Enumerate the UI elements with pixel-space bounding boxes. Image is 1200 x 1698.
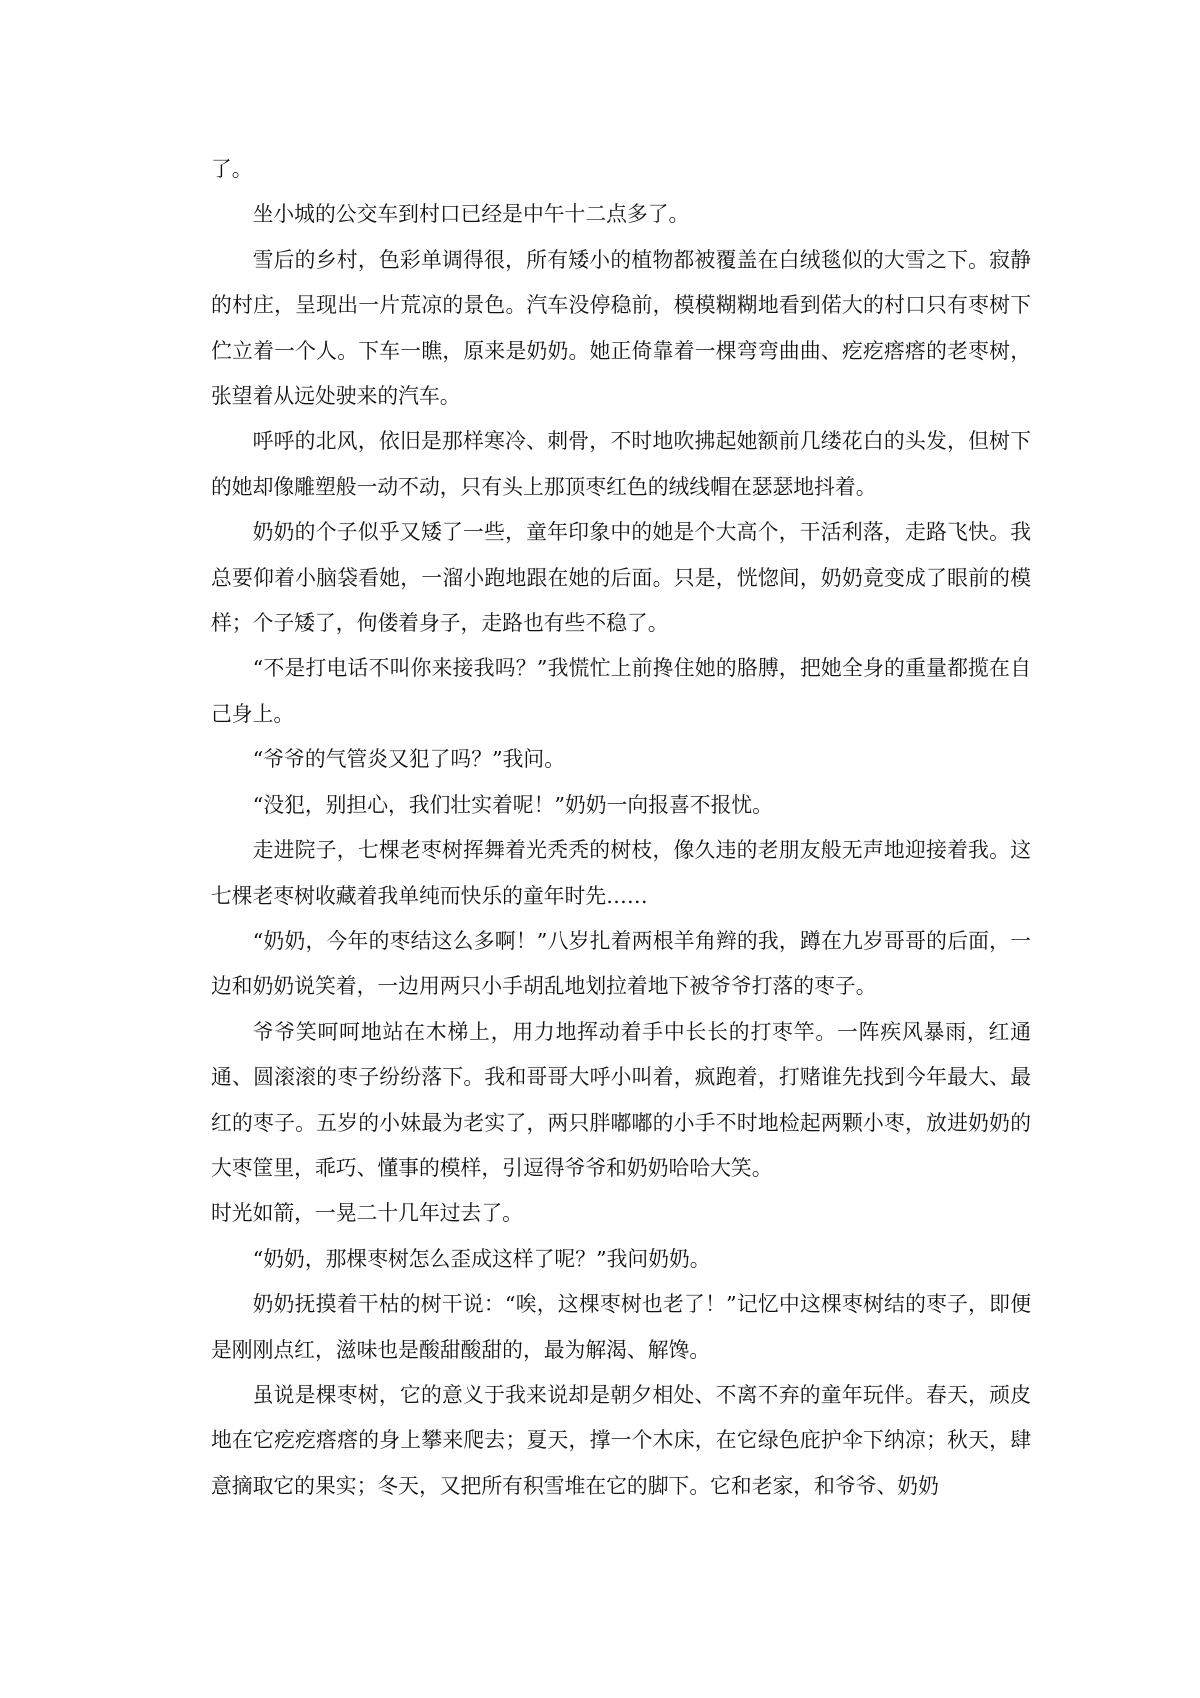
paragraph: “没犯，别担心，我们壮实着呢！”奶奶一向报喜不报忧。 (252, 792, 773, 817)
paragraph: 虽说是棵枣树，它的意义于我来说却是朝夕相处、不离不弃的童年玩伴。春天，顽皮地在它疙疙瘩瘩的身上攀来爬去；夏天，撑一个木床，在它绿色庇护伞下纳凉；秋天，肆意摘取它的果实；冬天，又把所有积雪堆在它的脚下。它和老家，和爷爷、奶奶 (211, 1382, 1031, 1498)
paragraph: 雪后的乡村，色彩单调得很，所有矮小的植物都被覆盖在白绒毯似的大雪之下。寂静的村庄，呈现出一片荒凉的景色。汽车没停稳前，模模糊糊地看到偌大的村口只有枣树下伫立着一个人。下车一瞧，原来是奶奶。她正倚靠着一棵弯弯曲曲、疙疙瘩瘩的老枣树，张望着从远处驶来的汽车。 (211, 247, 1031, 409)
paragraph: “爷爷的气管炎又犯了吗？”我问。 (252, 747, 566, 772)
paragraph: “不是打电话不叫你来接我吗？”我慌忙上前搀住她的胳膊，把她全身的重量都揽在自己身上。 (211, 656, 1031, 726)
paragraph: 奶奶的个子似乎又矮了一些，童年印象中的她是个大高个，干活利落，走路飞快。我总要仰着小脑袋看她，一溜小跑地跟在她的后面。只是，恍惚间，奶奶竟变成了眼前的模样；个子矮了，佝偻着身子，走路也有些不稳了。 (211, 520, 1031, 636)
paragraph: 时光如箭，一晃二十几年过去了。 (211, 1201, 523, 1226)
paragraph: “奶奶，那棵枣树怎么歪成这样了呢？”我问奶奶。 (252, 1246, 711, 1271)
paragraph: 走进院子，七棵老枣树挥舞着光秃秃的树枝，像久违的老朋友般无声地迎接着我。这七棵老枣树收藏着我单纯而快乐的童年时先…… (211, 838, 1031, 908)
paragraph: 爷爷笑呵呵地站在木梯上，用力地挥动着手中长长的打枣竿。一阵疾风暴雨，红通通、圆滚滚的枣子纷纷落下。我和哥哥大呼小叫着，疯跑着，打赌谁先找到今年最大、最红的枣子。五岁的小妹最为老实了，两只胖嘟嘟的小手不时地检起两颗小枣，放进奶奶的大枣筐里，乖巧、懂事的模样，引逗得爷爷和奶奶哈哈大笑。 (211, 1019, 1031, 1180)
paragraph: 奶奶抚摸着干枯的树干说：“唉，这棵枣树也老了！”记忆中这棵枣树结的枣子，即便是刚刚点红，滋味也是酸甜酸甜的，最为解渴、解馋。 (211, 1292, 1031, 1362)
paragraph: 坐小城的公交车到村口已经是中午十二点多了。 (252, 202, 690, 227)
paragraph: 呼呼的北风，依旧是那样寒冷、刺骨，不时地吹拂起她额前几缕花白的头发，但树下的她却像雕塑般一动不动，只有头上那顶枣红色的绒线帽在瑟瑟地抖着。 (211, 429, 1031, 499)
paragraph: 了。 (211, 157, 253, 181)
article-body (211, 147, 1031, 1509)
paragraph: “奶奶，今年的枣结这么多啊！”八岁扎着两根羊角辫的我，蹲在九岁哥哥的后面，一边和奶奶说笑着，一边用两只小手胡乱地划拉着地下被爷爷打落的枣子。 (211, 928, 1031, 999)
